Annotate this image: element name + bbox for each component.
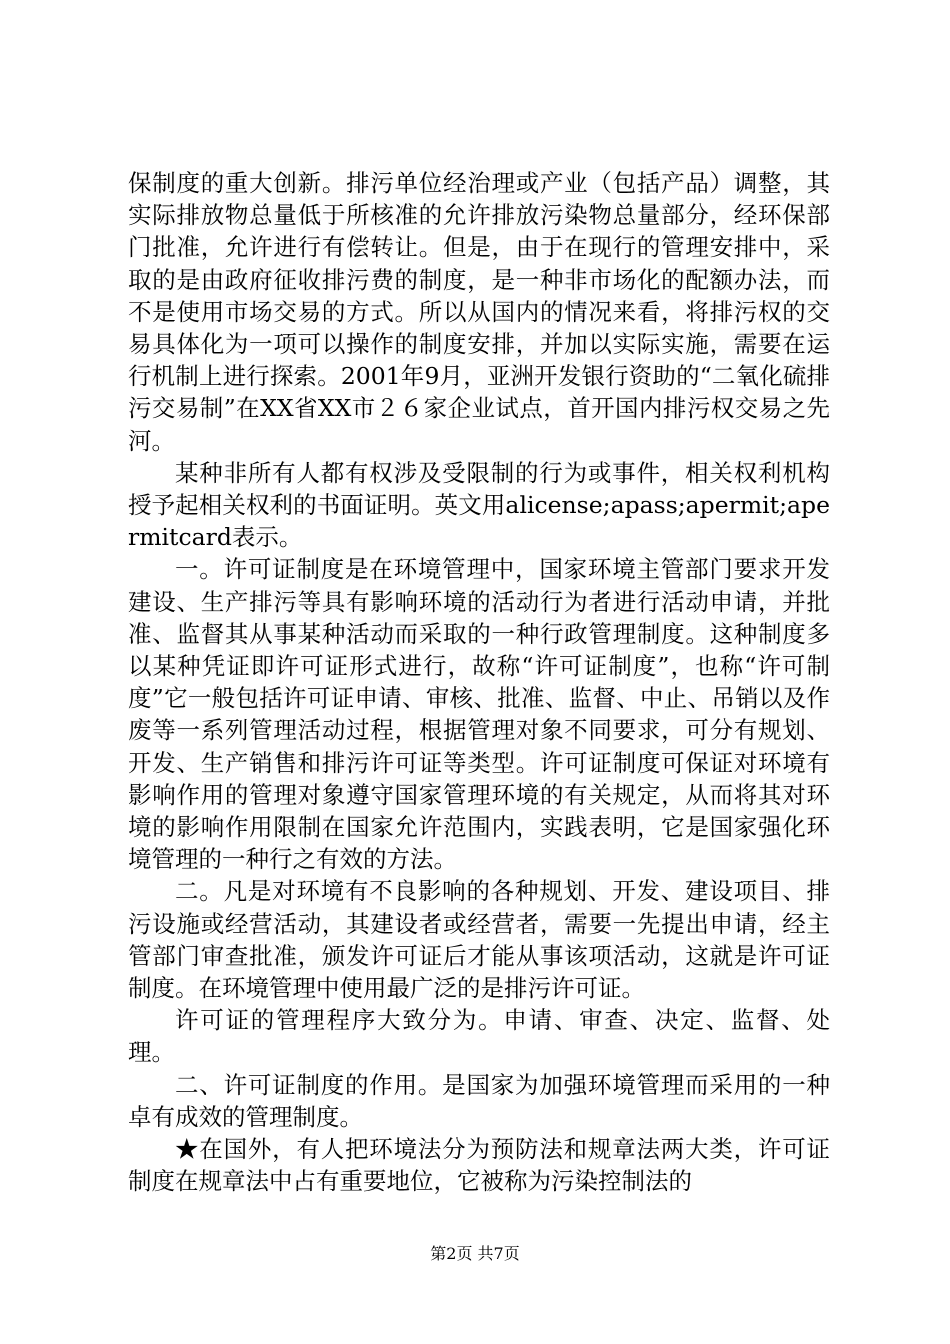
paragraph-function-heading: 二、许可证制度的作用。是国家为加强环境管理而采用的一种卓有成效的管理制度。 bbox=[128, 1070, 830, 1131]
paragraph-license-definition: 某种非所有人都有权涉及受限制的行为或事件，相关权利机构授予起相关权利的书面证明。英文用alicense;apass;apermit;apermitcard表示。 bbox=[128, 458, 830, 552]
page-footer: 第2页 共7页 bbox=[430, 1244, 520, 1263]
paragraph-abroad: ★在国外，有人把环境法分为预防法和规章法两大类，许可证制度在规章法中占有重要地位，它被称为污染控制法的 bbox=[128, 1135, 830, 1196]
paragraph-continuation: 保制度的重大创新。排污单位经治理或产业（包括产品）调整，其实际排放物总量低于所核准的允许排放污染物总量部分，经环保部门批准，允许进行有偿转让。但是，由于在现行的管理安排中，采取的是由政府征收排污费的制度，是一种非市场化的配额办法，而不是使用市场交易的方式。所以从国内的情况来看，将排污权的交易具体化为一项可以操作的制度安排，并加以实际实施，需要在运行机制上进行探索。2001年9月，亚洲开发银行资助的“二氧化硫排污交易制”在XX省XX市２６家企业试点，首开国内排污权交易之先河。 bbox=[128, 169, 830, 455]
document-body bbox=[128, 167, 830, 1198]
paragraph-section-two: 二。凡是对环境有不良影响的各种规划、开发、建设项目、排污设施或经营活动，其建设者或经营者，需要一先提出申请，经主管部门审查批准，颁发许可证后才能从事该项活动，这就是许可证制度。在环境管理中使用最广泛的是排污许可证。 bbox=[128, 877, 830, 1003]
paragraph-section-one: 一。许可证制度是在环境管理中，国家环境主管部门要求开发建设、生产排污等具有影响环境的活动行为者进行活动申请，并批准、监督其从事某种活动而采取的一种行政管理制度。这种制度多以某种凭证即许可证形式进行，故称“许可证制度”，也称“许可制度”它一般包括许可证申请、审核、批准、监督、中止、吊销以及作废等一系列管理活动过程，根据管理对象不同要求，可分有规划、开发、生产销售和排污许可证等类型。许可证制度可保证对环境有影响作用的管理对象遵守国家管理环境的有关规定，从而将其对环境的影响作用限制在国家允许范围内，实践表明，它是国家强化环境管理的一种行之有效的方法。 bbox=[128, 555, 830, 874]
paragraph-procedure: 许可证的管理程序大致分为。申请、审查、决定、监督、处理。 bbox=[128, 1006, 830, 1067]
